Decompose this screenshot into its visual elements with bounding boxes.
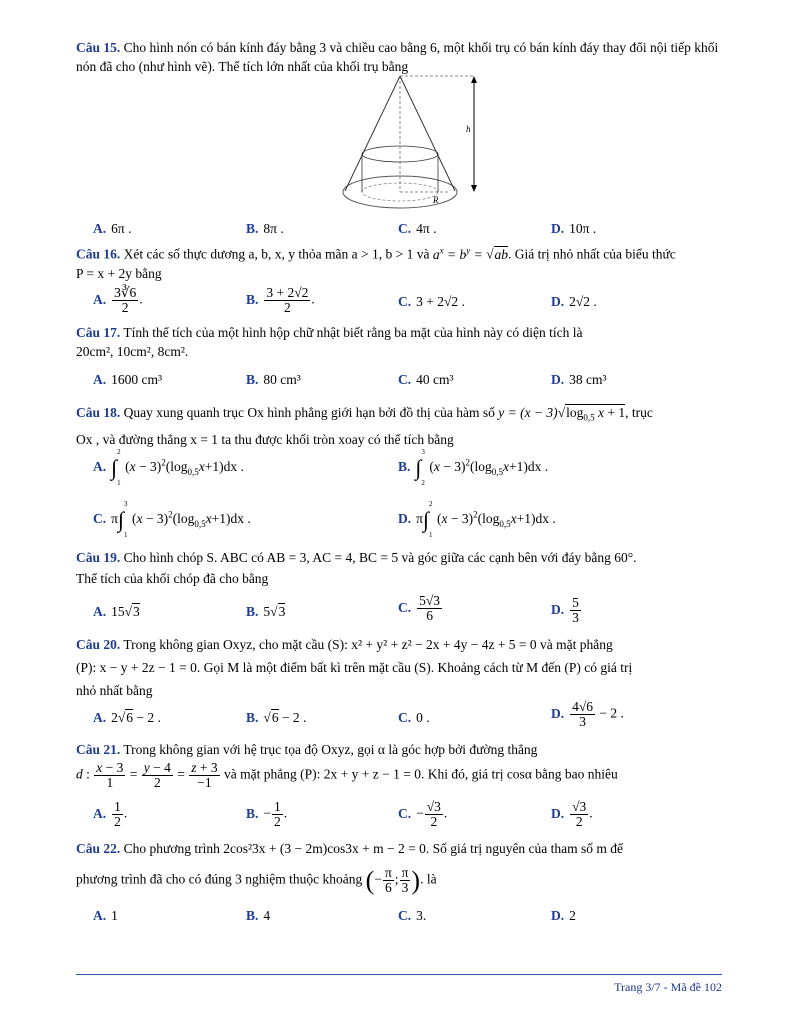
- q20-option-b: B. √6 − 2 .: [246, 710, 307, 725]
- question-20: Câu 20. Trong không gian Oxyz, cho mặt cầu (S): x² + y² + z² − 2x + 4y − 4z + 5 = 0 và mặt phẳng (P): x − y + 2z − 1 = 0. Gọi M là một điểm bất kì trên mặt cầu (S). Khoảng cách từ M đến (P) có giá trị nhỏ nhất bằng: [76, 637, 633, 698]
- question-text: Trong không gian với hệ trục tọa độ Oxyz, gọi α là góc hợp bởi đường thẳng: [123, 742, 538, 757]
- q21-option-a: A. $\frac{1}{2}$ .: [93, 799, 128, 829]
- question-label: Câu 19.: [76, 550, 121, 565]
- q21-option-c: C. − $\frac{√3}{2}$ .: [398, 799, 448, 829]
- figure-h-label: h: [466, 124, 471, 134]
- q20-option-d: D. $\frac{4√6}{3}$ − 2 .: [551, 699, 624, 729]
- q21-option-d: D. $\frac{√3}{2}$ .: [551, 799, 593, 829]
- question-16: Câu 16. Xét các số thực dương a, b, x, y thỏa mãn a > 1, b > 1 và $a^x = b^y = √ab$. Giá trị nhỏ nhất của biểu thức P = x + 2y bằng: [76, 245, 676, 281]
- question-22-line2: phương trình đã cho có đúng 3 nghiệm thuộc khoảng (− $\frac{\pi}{6}$ ; $\frac{\pi}{3}$ ). là: [76, 865, 437, 895]
- q22-option-d: D. 2: [551, 908, 576, 923]
- q18-option-b: B. ∫ 3 2 $(x - 3)^2(\log_{0,5}x+1)dx$ .: [398, 448, 549, 487]
- q15-option-d: D. 10π .: [551, 221, 597, 236]
- cone-cylinder-figure: [340, 74, 490, 214]
- question-text: Cho hình nón có bán kính đáy bằng 3 và chiều cao bằng 6, một khối trụ có bán kính đáy thay đổi nội tiếp khối nón đã cho (như hình vẽ). Thể tích lớn nhất của khối trụ bằng: [76, 40, 719, 74]
- footer-divider: [76, 974, 722, 975]
- q16-option-c: C. 3 + 2√2 .: [398, 294, 465, 309]
- q22-option-a: A. 1: [93, 908, 118, 923]
- q16-option-b: B. $\frac{3 + 2√2}{2}$ .: [246, 285, 315, 315]
- question-text: Cho hình chóp S. ABC có AB = 3, AC = 4, BC = 5 và góc giữa các cạnh bên với đáy bằng 60°.: [123, 550, 637, 565]
- q19-option-d: D. $\frac{5}{3}$: [551, 595, 579, 625]
- question-label: Câu 18.: [76, 405, 121, 420]
- page-footer: Trang 3/7 - Mã đề 102: [614, 980, 722, 994]
- question-label: Câu 22.: [76, 841, 121, 856]
- question-label: Câu 16.: [76, 246, 121, 262]
- q15-option-c: C. 4π .: [398, 221, 437, 236]
- question-15: [76, 38, 722, 76]
- question-text: Cho phương trình 2cos²3x + (3 − 2m)cos3x + m − 2 = 0. Số giá trị nguyên của tham số m để: [123, 841, 624, 856]
- q22-option-b: B. 4: [246, 908, 271, 923]
- q19-option-c: C. $\frac{5√3}{6}$: [398, 593, 441, 623]
- q15-option-a: A. 6π .: [93, 221, 132, 236]
- question-22: [76, 838, 722, 860]
- q20-option-a: A. 2√6 − 2 .: [93, 710, 161, 725]
- question-17: Câu 17. Tính thể tích của một hình hộp chữ nhật biết rằng ba mặt của hình này có diện tích là 20cm², 10cm², 8cm².: [76, 325, 583, 359]
- q15-option-b: B. 8π .: [246, 221, 284, 236]
- q22-option-c: C. 3.: [398, 908, 427, 923]
- q19-option-a: A. 15√3: [93, 604, 140, 619]
- q17-option-d: D. 38 cm³: [551, 372, 607, 387]
- question-label: Câu 17.: [76, 325, 121, 340]
- q18-option-d: D. π∫ 2 1 $(x - 3)^2(\log_{0,5}x+1)dx$ .: [398, 500, 556, 539]
- q18-option-a: A. ∫ 2 1 $(x - 3)^2(\log_{0,5}x+1)dx$ .: [93, 448, 244, 487]
- question-21: Câu 21. Trong không gian với hệ trục tọa độ Oxyz, gọi α là góc hợp bởi đường thẳng d : $\frac{x - 3}{1}$ = $\frac{y - 4}{2}$ = $\frac{z + 3}{-1}$ và mặt phẳng (P): 2x + y + z − 1 = 0. Khi đó, giá trị cosα bằng bao nhiêu: [76, 742, 618, 790]
- q18-option-c: C. π∫ 3 1 $(x - 3)^2(\log_{0,5}x+1)dx$ .: [93, 500, 251, 539]
- question-text: Xét các số thực dương a, b, x, y thỏa mãn a > 1, b > 1 và: [123, 246, 430, 262]
- q16-option-a: A. $\frac{3∛6}{2}$ .: [93, 285, 143, 315]
- q20-option-c: C. 0 .: [398, 710, 430, 725]
- q19-option-b: B. 5√3: [246, 604, 286, 619]
- figure-r-label: R: [433, 195, 439, 205]
- question-label: Câu 15.: [76, 40, 121, 55]
- question-19: Câu 19. Cho hình chóp S. ABC có AB = 3, AC = 4, BC = 5 và góc giữa các cạnh bên với đáy bằng 60°. Thể tích của khối chóp đã cho bằng: [76, 550, 637, 586]
- question-text: Trong không gian Oxyz, cho mặt cầu (S): x² + y² + z² − 2x + 4y − 4z + 5 = 0 và mặt phẳng: [123, 637, 613, 652]
- question-text: Quay xung quanh trục Ox hình phẳng giới hạn bởi đồ thị của hàm số: [123, 405, 495, 420]
- question-text: Tính thể tích của một hình hộp chữ nhật biết rằng ba mặt của hình này có diện tích là: [123, 325, 583, 340]
- q17-option-b: B. 80 cm³: [246, 372, 301, 387]
- q16-option-d: D. 2√2 .: [551, 294, 597, 309]
- q21-option-b: B. − $\frac{1}{2}$ .: [246, 799, 288, 829]
- q17-option-a: A. 1600 cm³: [93, 372, 163, 387]
- question-label: Câu 20.: [76, 637, 121, 652]
- q17-option-c: C. 40 cm³: [398, 372, 454, 387]
- question-label: Câu 21.: [76, 742, 121, 757]
- question-18: Câu 18. Quay xung quanh trục Ox hình phẳng giới hạn bởi đồ thị của hàm số $y = (x - 3)√\log_{0,5}$ x + 1, trục Ox , và đường thẳng x = 1 ta thu được khối tròn xoay có thể tích bằng: [76, 405, 653, 447]
